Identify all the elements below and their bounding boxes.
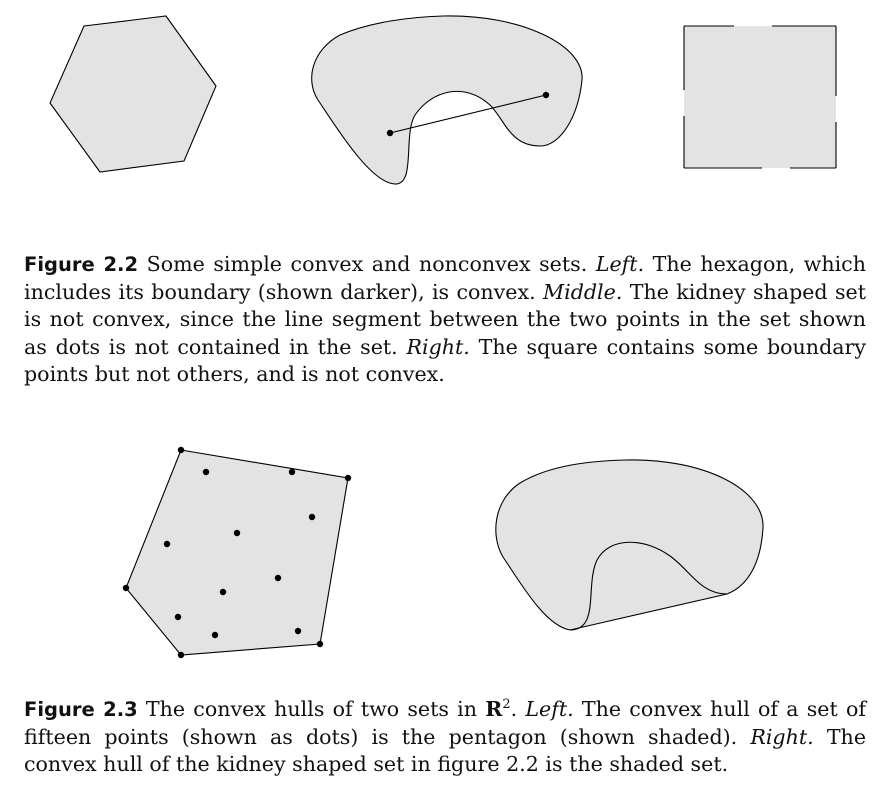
- figure-2-3: [0, 420, 882, 800]
- caption-text: The kidney shaped set is not convex, since the line segment between the two points in the set shown as dots is not contained in the set.: [24, 279, 867, 359]
- point-dot: [178, 652, 184, 658]
- figure-2-3-caption: [24, 696, 866, 779]
- point-dot: [275, 575, 281, 581]
- caption-text: The hexagon, which includes its boundary (shown darker), is convex.: [24, 252, 866, 304]
- caption-text: The convex hulls of two sets in: [137, 697, 486, 721]
- caption-text: The square contains some boundary points but not others, and is not convex.: [24, 334, 867, 387]
- caption-text: The convex hull of a set of fifteen points (shown as dots) is the pentagon (shown shaded).: [24, 697, 866, 749]
- figure-2-2-illustrations: [0, 0, 882, 200]
- pentagon-hull: [126, 450, 348, 655]
- point-dot: [212, 632, 218, 638]
- figure-2-2-caption: [24, 251, 866, 389]
- caption-italic-right: Right.: [406, 334, 470, 359]
- point-dot: [234, 530, 240, 536]
- figure-label: Figure 2.2: [24, 253, 139, 276]
- real-space-exponent: 2: [502, 697, 511, 712]
- point-dot: [387, 130, 393, 136]
- real-space-symbol: R: [485, 697, 503, 721]
- figure-label: Figure 2.3: [24, 698, 138, 721]
- caption-italic-right: Right.: [750, 724, 814, 749]
- point-dot: [178, 447, 184, 453]
- kidney-shape: [312, 16, 582, 184]
- point-dot: [543, 92, 549, 98]
- point-dot: [345, 475, 351, 481]
- point-dot: [289, 469, 295, 475]
- figure-2-3-illustrations: [0, 420, 882, 670]
- caption-text: The convex hull of the kidney shaped set in figure 2.2 is the shaded set.: [24, 724, 867, 777]
- kidney-hull-shape: [496, 460, 763, 630]
- point-dot: [164, 541, 170, 547]
- point-dot: [123, 585, 129, 591]
- caption-text: Some simple convex and nonconvex sets.: [138, 252, 596, 276]
- point-dot: [203, 469, 209, 475]
- square-shape: [684, 26, 836, 168]
- point-dot: [220, 589, 226, 595]
- point-dot: [295, 628, 301, 634]
- hexagon-shape: [50, 16, 216, 172]
- caption-text: .: [510, 697, 526, 721]
- point-dot: [175, 614, 181, 620]
- caption-italic-left: Left.: [595, 252, 645, 276]
- point-dot: [309, 514, 315, 520]
- point-dot: [317, 641, 323, 647]
- caption-italic-middle: Middle.: [543, 279, 623, 304]
- caption-italic-left: Left.: [525, 697, 574, 721]
